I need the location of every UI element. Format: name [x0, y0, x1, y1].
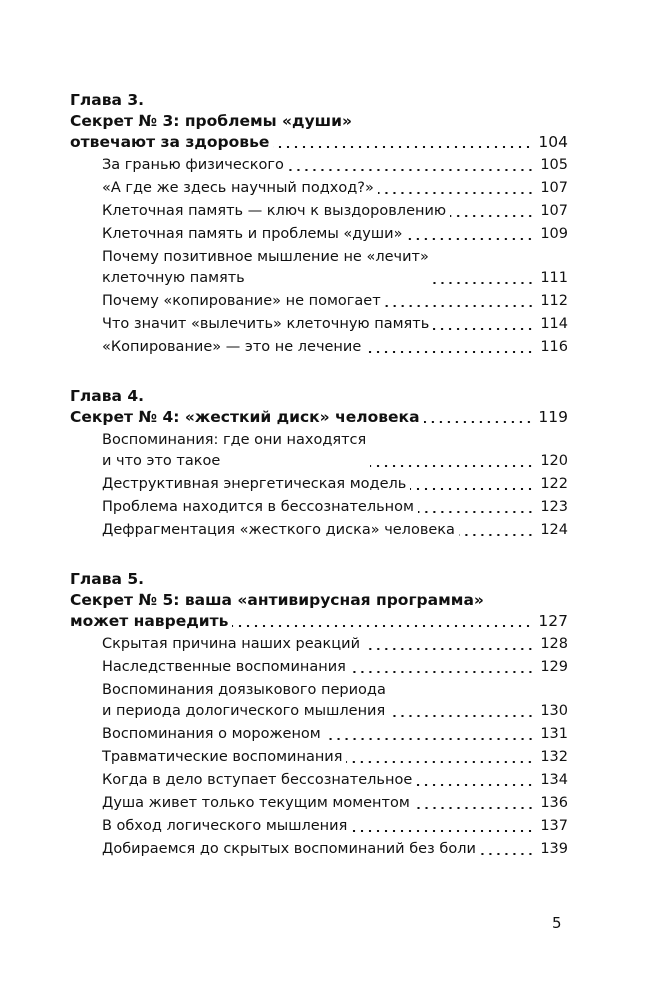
page-folio: 5	[552, 914, 562, 932]
entry-text: Почему «копирование» не помогает	[102, 293, 381, 309]
toc-entry[interactable]	[70, 770, 568, 791]
dot-leader	[418, 511, 534, 513]
page-number: 104	[538, 133, 568, 151]
dot-leader	[232, 625, 532, 627]
page-number: 107	[540, 203, 568, 219]
entry-text: Скрытая причина наших реакций	[102, 636, 361, 652]
entry-text: Воспоминания о мороженом	[102, 726, 321, 742]
entry-text: Душа живет только текущим моментом	[102, 795, 410, 811]
toc-entry[interactable]	[70, 337, 568, 358]
toc-entry[interactable]	[70, 724, 568, 745]
page-number: 120	[540, 453, 568, 469]
dot-leader	[346, 761, 534, 763]
chapter-label: Глава 3.	[70, 91, 145, 109]
entry-text: отвечают за здоровье	[70, 133, 270, 151]
page-number: 132	[540, 749, 568, 765]
entry-text: Воспоминания: где они находятся	[102, 432, 367, 448]
entry-text: Дефрагментация «жесткого диска» человека	[102, 522, 455, 538]
entry-text: и что это такое	[102, 453, 221, 469]
dot-leader	[350, 671, 534, 673]
page-number: 119	[538, 408, 568, 426]
chapter-5	[70, 569, 568, 860]
dot-leader	[410, 488, 534, 490]
chapter-3	[70, 90, 568, 358]
toc-entry[interactable]	[70, 657, 568, 678]
dot-leader	[450, 215, 534, 217]
entry-text: За гранью физического	[102, 157, 284, 173]
entry-text: Секрет № 4: «жесткий диск» человека	[70, 408, 420, 426]
toc-entry[interactable]	[70, 247, 568, 289]
entry-text: Деструктивная энергетическая модель	[102, 476, 407, 492]
dot-leader	[433, 328, 534, 330]
entry-text: Наследственные воспоминания	[102, 659, 346, 675]
page-number: 123	[540, 499, 568, 515]
chapter-label: Глава 5.	[70, 570, 145, 588]
toc-entry[interactable]	[70, 291, 568, 312]
dot-leader	[364, 648, 534, 650]
page-number: 134	[540, 772, 568, 788]
toc-entry[interactable]	[70, 178, 568, 199]
chapter-title-entry[interactable]	[70, 132, 568, 153]
page-number: 137	[540, 818, 568, 834]
page-number: 131	[540, 726, 568, 742]
dot-leader	[325, 738, 535, 740]
dot-leader	[351, 830, 534, 832]
chapter-title-line: Секрет № 3: проблемы «души»	[70, 112, 353, 130]
chapter-4	[70, 386, 568, 541]
toc-entry[interactable]	[70, 680, 568, 722]
table-of-contents	[70, 90, 568, 888]
entry-text: Воспоминания доязыкового периода	[102, 682, 386, 698]
entry-text: Почему позитивное мышление не «лечит»	[102, 249, 429, 265]
page-number: 109	[540, 226, 568, 242]
dot-leader	[370, 465, 534, 467]
dot-leader	[385, 305, 535, 307]
page-number: 111	[540, 270, 568, 286]
chapter-label: Глава 4.	[70, 387, 145, 405]
dot-leader	[273, 146, 532, 148]
dot-leader	[414, 807, 535, 809]
toc-entry[interactable]	[70, 474, 568, 495]
page-number: 124	[540, 522, 568, 538]
toc-entry[interactable]	[70, 793, 568, 814]
toc-entry[interactable]	[70, 314, 568, 335]
toc-entry[interactable]	[70, 497, 568, 518]
page-number: 136	[540, 795, 568, 811]
toc-entry[interactable]	[70, 816, 568, 837]
entry-text: и периода дологического мышления	[102, 703, 386, 719]
toc-entry[interactable]	[70, 430, 568, 472]
dot-leader	[288, 169, 534, 171]
page-number: 114	[540, 316, 568, 332]
page-number: 107	[540, 180, 568, 196]
entry-text: Проблема находится в бессознательном	[102, 499, 414, 515]
dot-leader	[424, 421, 533, 423]
dot-leader	[406, 238, 534, 240]
entry-text: Клеточная память и проблемы «души»	[102, 226, 403, 242]
entry-text: «Копирование» — это не лечение	[102, 339, 362, 355]
dot-leader	[365, 351, 534, 353]
entry-text: «А где же здесь научный подход?»	[102, 180, 374, 196]
chapter-title-line: Секрет № 5: ваша «антивирусная программа»	[70, 591, 484, 609]
entry-text: Клеточная память — ключ к выздоровлению	[102, 203, 447, 219]
chapter-title-entry[interactable]	[70, 407, 568, 428]
dot-leader	[480, 853, 534, 855]
toc-entry[interactable]	[70, 201, 568, 222]
page-number: 112	[540, 293, 568, 309]
page-number: 116	[540, 339, 568, 355]
toc-entry[interactable]	[70, 747, 568, 768]
page-number: 128	[540, 636, 568, 652]
dot-leader	[416, 784, 534, 786]
page-number: 127	[538, 612, 568, 630]
page-number: 129	[540, 659, 568, 675]
page-number: 105	[540, 157, 568, 173]
entry-text: Травматические воспоминания	[102, 749, 343, 765]
page-number: 130	[540, 703, 568, 719]
entry-text: В обход логического мышления	[102, 818, 348, 834]
entry-text: может навредить	[70, 612, 229, 630]
toc-entry[interactable]	[70, 634, 568, 655]
entry-text: Что значит «вылечить» клеточную память	[102, 316, 430, 332]
dot-leader	[378, 192, 534, 194]
toc-entry[interactable]	[70, 224, 568, 245]
toc-entry[interactable]	[70, 155, 568, 176]
dot-leader	[433, 282, 534, 284]
page-number: 139	[540, 841, 568, 857]
entry-text: Когда в дело вступает бессознательное	[102, 772, 413, 788]
entry-text: клеточную память	[102, 270, 245, 286]
toc-entry[interactable]	[70, 520, 568, 541]
toc-entry[interactable]	[70, 839, 568, 860]
page-number: 122	[540, 476, 568, 492]
entry-text: Добираемся до скрытых воспоминаний без боли	[102, 841, 476, 857]
dot-leader	[459, 534, 534, 536]
dot-leader	[390, 715, 534, 717]
chapter-title-entry[interactable]	[70, 611, 568, 632]
